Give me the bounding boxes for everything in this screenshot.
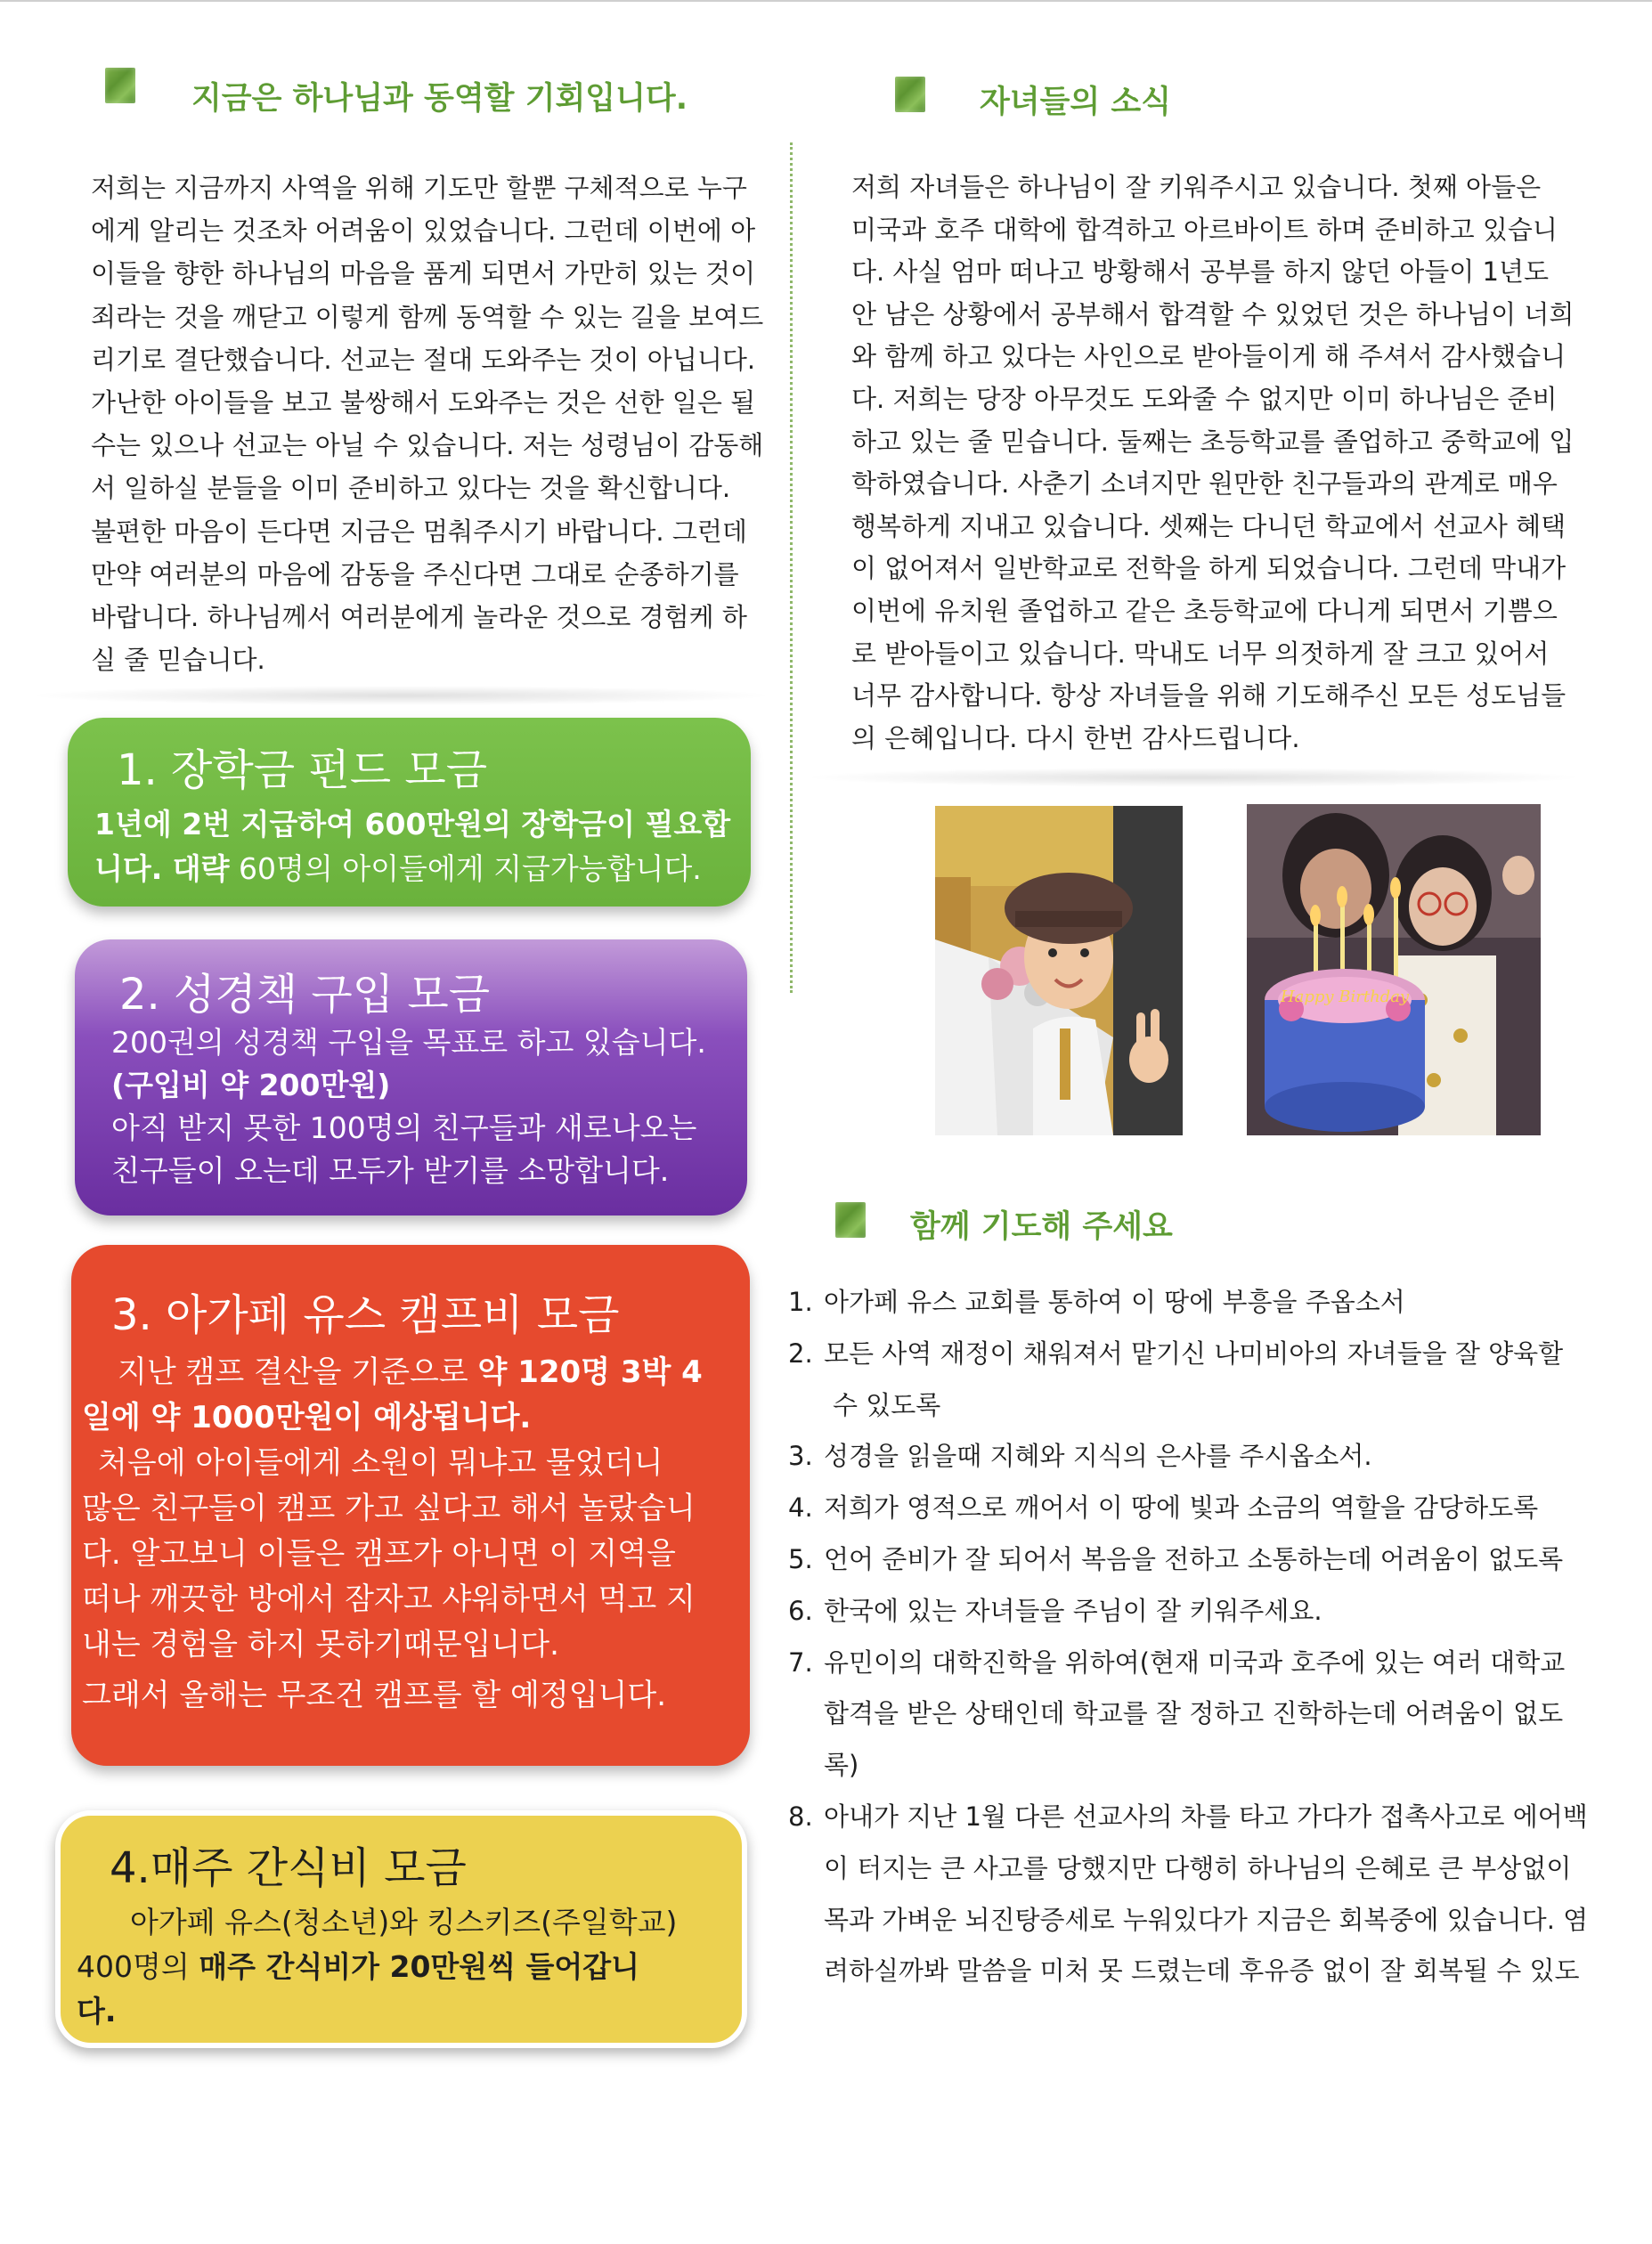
- text-line: 수는 있으나 선교는 아닐 수 있습니다. 저는 성령님이 감동해: [91, 430, 764, 461]
- text-line: 너무 감사합니다. 항상 자녀들을 위해 기도해주신 모든 성도님들: [851, 680, 1567, 711]
- left-section-title: 지금은 하나님과 동역할 기회입니다.: [191, 81, 688, 117]
- youth-camp-fund-box: [71, 1245, 750, 1766]
- fund-text-line: 아가페 유스(청소년)와 킹스키즈(주일학교): [130, 1905, 678, 1939]
- fund-text-line: 처음에 아이들에게 소원이 뭐냐고 물었더니: [98, 1445, 663, 1481]
- prayer-number: 6.: [788, 1595, 813, 1626]
- prayer-item: [788, 1638, 1590, 1792]
- prayer-item: [788, 1792, 1590, 1997]
- text-line: 만약 여러분의 마음에 감동을 주신다면 그대로 순종하기를: [91, 558, 739, 589]
- prayer-number: 5.: [788, 1543, 813, 1574]
- child-with-flowers-illustration: [935, 806, 1183, 1135]
- text-line: 이번에 유치원 졸업하고 같은 초등학교에 다니게 되면서 기쁨으: [851, 595, 1558, 626]
- fund-text-line: 떠나 깨끗한 방에서 잠자고 샤워하면서 먹고 지: [82, 1581, 696, 1617]
- prayer-item: [788, 1277, 1590, 1329]
- text-line: 불편한 마음이 든다면 지금은 멈춰주시기 바랍니다. 그런데: [91, 516, 747, 547]
- text-line: 리기로 결단했습니다. 선교는 절대 도와주는 것이 아닙니다.: [91, 344, 756, 375]
- section-leaf-icon: [835, 1202, 866, 1238]
- prayer-item: [788, 1329, 1590, 1432]
- bible-fund-box: [75, 939, 747, 1216]
- fund-title: 4.매주 간식비 모금: [110, 1843, 467, 1893]
- snack-fund-box: [55, 1810, 747, 2048]
- top-border: [0, 0, 1652, 2]
- text-line: 로 받아들이고 있습니다. 막내도 너무 의젓하게 잘 크고 있어서: [851, 638, 1550, 669]
- prayer-number: 2.: [788, 1337, 813, 1369]
- section-leaf-icon: [895, 77, 925, 112]
- fund-text-line: [77, 1945, 677, 1989]
- fund-title: 3. 아가페 유스 캠프비 모금: [111, 1290, 620, 1340]
- prayer-text: 언어 준비가 잘 되어서 복음을 전하고 소통하는데 어려움이 없도록: [824, 1543, 1564, 1574]
- prayer-number: 4.: [788, 1492, 813, 1524]
- text-line: 이 없어져서 일반학교로 전학을 하게 되었습니다. 그런데 막내가: [851, 553, 1567, 584]
- text-line: 서 일하실 분들을 이미 준비하고 있다는 것을 확신합니다.: [91, 473, 731, 504]
- birthday-photo: [1247, 804, 1541, 1135]
- prayer-text: 합격을 받은 상태인데 학교를 잘 정하고 진학하는데 어려움이 없도: [824, 1698, 1564, 1729]
- prayer-text: 모든 사역 재정이 채워져서 맡기신 나미비아의 자녀들을 잘 양육할: [824, 1337, 1564, 1369]
- fund-text-plain: 60명의 아이들에게 지급가능합니다.: [229, 851, 702, 886]
- prayer-text: 목과 가벼운 뇌진탕증세로 누워있다가 지금은 회복중에 있습니다. 염: [824, 1904, 1589, 1935]
- section-leaf-icon: [105, 68, 135, 103]
- fund-title: 1. 장학금 펀드 모금: [117, 745, 488, 795]
- prayer-text: 저희가 영적으로 깨어서 이 땅에 빛과 소금의 역할을 감당하도록: [824, 1492, 1539, 1524]
- left-section-body: [91, 167, 768, 681]
- fund-description: [82, 1350, 703, 1719]
- fund-text-line: 내는 경험을 하지 못하기때문입니다.: [82, 1627, 559, 1663]
- prayer-text: 이 터지는 큰 사고를 당했지만 다행히 하나님의 은혜로 큰 부상없이: [824, 1852, 1572, 1883]
- fund-text-line: [82, 1350, 703, 1395]
- fund-text-line: 1년에 2번 지급하여 600만원의 장학금이 필요합: [94, 807, 731, 842]
- fund-text-bold: 니다. 대략: [94, 851, 230, 886]
- section-separator: [27, 686, 775, 705]
- fund-description: [94, 802, 730, 891]
- prayer-text: 성경을 읽을때 지혜와 지식의 은사를 주시옵소서.: [824, 1441, 1372, 1472]
- child-photo: [935, 806, 1183, 1135]
- prayer-number: 8.: [788, 1801, 813, 1832]
- prayer-item: [788, 1534, 1590, 1586]
- cake-text: Happy Birthday: [1280, 988, 1410, 1006]
- fund-text-line: 일에 약 1000만원이 예상됩니다.: [82, 1400, 532, 1435]
- prayer-item: [788, 1483, 1590, 1534]
- fund-text-bold: 매주 간식비가 20만원씩 들어갑니: [199, 1949, 640, 1984]
- fund-text-line: 많은 친구들이 캠프 가고 싶다고 해서 놀랐습니: [82, 1491, 696, 1526]
- right-section-title: 자녀들의 소식: [980, 85, 1172, 120]
- fund-text-line: 친구들이 오는데 모두가 받기를 소망합니다.: [111, 1153, 670, 1188]
- text-line: 의 은혜입니다. 다시 한번 감사드립니다.: [851, 722, 1300, 753]
- text-line: 하고 있는 줄 믿습니다. 둘째는 초등학교를 졸업하고 중학교에 입: [851, 426, 1575, 457]
- prayer-section-title: 함께 기도해 주세요: [910, 1209, 1173, 1245]
- text-line: 학하였습니다. 사춘기 소녀지만 원만한 친구들과의 관계로 매우: [851, 468, 1558, 500]
- text-line: 실 줄 믿습니다.: [91, 645, 265, 676]
- fund-text-bold: 약 120명 3박 4: [477, 1354, 703, 1390]
- text-line: 미국과 호주 대학에 합격하고 아르바이트 하며 준비하고 있습니: [851, 214, 1558, 245]
- prayer-number: 1.: [788, 1287, 813, 1317]
- section-separator: [802, 768, 1585, 787]
- prayer-text: 록): [824, 1750, 859, 1781]
- prayer-list: [788, 1277, 1590, 1997]
- fund-description: [77, 1900, 677, 2034]
- prayer-item: [788, 1586, 1590, 1638]
- prayer-text: 아가페 유스 교회를 통하여 이 땅에 부흥을 주옵소서: [824, 1287, 1405, 1317]
- column-divider: [790, 142, 793, 993]
- fund-text-line: 아직 받지 못한 100명의 친구들과 새로나오는: [111, 1110, 697, 1145]
- prayer-number: 3.: [788, 1441, 813, 1472]
- right-section-body: [851, 167, 1575, 760]
- text-line: 가난한 아이들을 보고 불쌍해서 도와주는 것은 선한 일은 될: [91, 387, 756, 419]
- text-line: 와 함께 하고 있다는 사인으로 받아들이게 해 주셔서 감사했습니: [851, 341, 1567, 372]
- text-line: 다. 저희는 당장 아무것도 도와줄 수 없지만 이미 하나님은 준비: [851, 383, 1558, 414]
- prayer-text: 수 있도록: [833, 1389, 941, 1420]
- prayer-text: 아내가 지난 1월 다른 선교사의 차를 타고 가다가 접촉사고로 에어백: [824, 1801, 1588, 1832]
- prayer-text: 유민이의 대학진학을 위하여(현재 미국과 호주에 있는 여러 대학교: [824, 1646, 1566, 1678]
- text-line: 행복하게 지내고 있습니다. 셋째는 다니던 학교에서 선교사 혜택: [851, 510, 1567, 541]
- text-line: 에게 알리는 것조차 어려움이 있었습니다. 그런데 이번에 아: [91, 215, 756, 247]
- fund-text-line: [94, 847, 730, 891]
- fund-text-plain: 지난 캠프 결산을 기준으로: [118, 1354, 478, 1390]
- fund-description: [111, 1021, 706, 1192]
- text-line: 안 남은 상황에서 공부해서 합격할 수 있었던 것은 하나님이 너희: [851, 298, 1575, 329]
- prayer-item: [788, 1431, 1590, 1483]
- text-line: 다. 사실 엄마 떠나고 방황해서 공부를 하지 않던 아들이 1년도: [851, 256, 1549, 288]
- prayer-text: 한국에 있는 자녀들을 주님이 잘 키워주세요.: [824, 1595, 1322, 1626]
- fund-text-line: 다. 알고보니 이들은 캠프가 아니면 이 지역을: [82, 1536, 676, 1572]
- text-line: 죄라는 것을 깨닫고 이렇게 함께 동역할 수 있는 길을 보여드: [91, 301, 764, 332]
- scholarship-fund-box: [68, 718, 751, 907]
- fund-title: 2. 성경책 구입 모금: [119, 970, 491, 1020]
- prayer-number: 7.: [788, 1646, 813, 1678]
- prayer-text: 려하실까봐 말씀을 미처 못 드렸는데 후유증 없이 잘 회복될 수 있도: [824, 1955, 1580, 1987]
- text-line: 바랍니다. 하나님께서 여러분에게 놀라운 것으로 경험케 하: [91, 602, 747, 633]
- text-line: 이들을 향한 하나님의 마음을 품게 되면서 가만히 있는 것이: [91, 258, 756, 289]
- fund-text-line: 200권의 성경책 구입을 목표로 하고 있습니다.: [111, 1025, 706, 1060]
- fund-text-line: 다.: [77, 1994, 117, 2029]
- fund-text-line: (구입비 약 200만원): [111, 1068, 391, 1102]
- birthday-cake-illustration: [1247, 804, 1541, 1135]
- text-line: 저희는 지금까지 사역을 위해 기도만 할뿐 구체적으로 누구: [91, 173, 747, 203]
- fund-text-plain: 400명의: [77, 1949, 199, 1984]
- text-line: 저희 자녀들은 하나님이 잘 키워주시고 있습니다. 첫째 아들은: [851, 172, 1542, 202]
- fund-text-line: 그래서 올해는 무조건 캠프를 할 예정입니다.: [82, 1678, 667, 1713]
